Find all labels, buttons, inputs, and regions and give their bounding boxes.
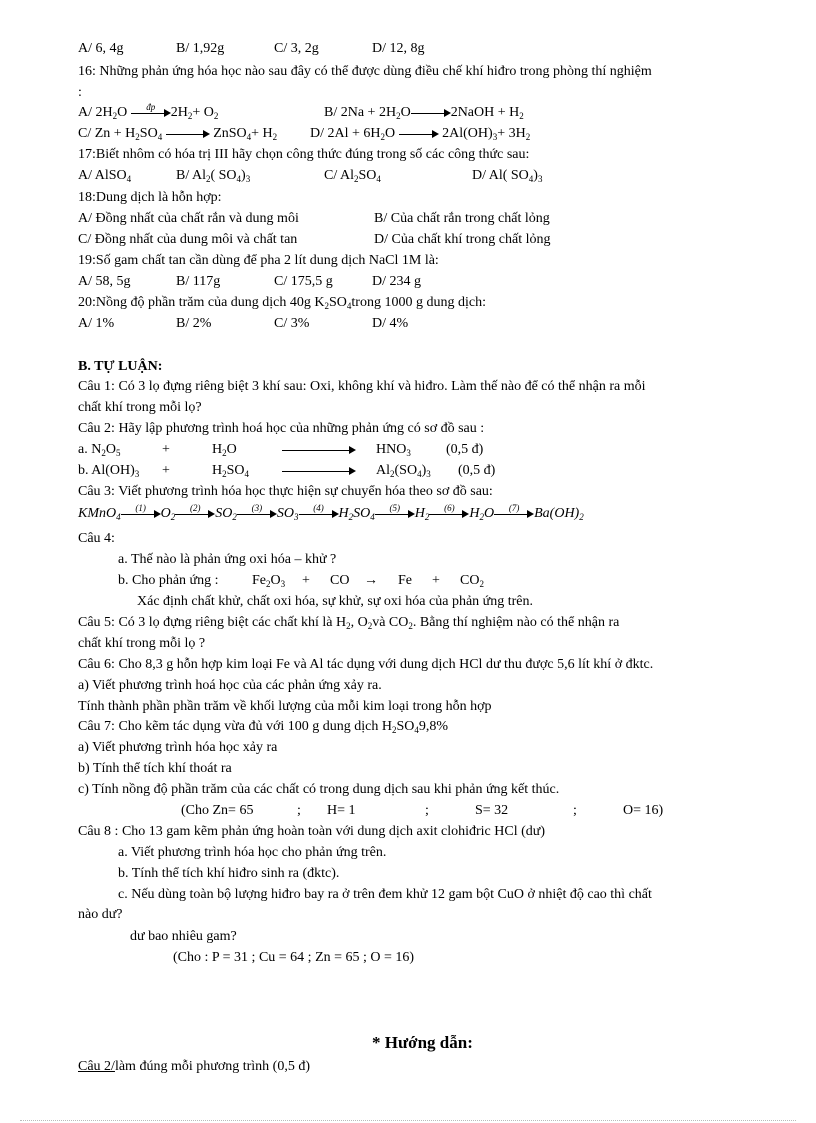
q15-d: D/ 12, 8g	[372, 41, 425, 56]
c2-a: a. $N_2O_5 + H_2O$ $HNO_3$ (0,5 đ)	[78, 442, 484, 458]
c8-b: b. Tính thể tích khí hiđro sinh ra (đktc).	[118, 866, 340, 881]
arrow-icon	[399, 129, 439, 139]
c6-l1: Câu 6: Cho 8,3 g hỗn hợp kim loại Fe và Al tác dụng với dung dịch HCl dư thu được 5,6 lít khí ở đktc.	[78, 657, 654, 672]
arrow-icon: đp	[131, 108, 171, 118]
arrow-icon: (4)	[299, 509, 339, 519]
c5-l1: Câu 5: Có 3 lọ đựng riêng biệt các chất khí là $H_2$, $O_2và$ $CO_2$. Bằng thí nghiệm nào có thể nhận ra	[78, 615, 620, 631]
q15-b: B/ 1,92g	[176, 41, 225, 56]
q15-a: A/ 6, 4g	[78, 41, 124, 56]
q20-stem: 20:Nồng độ phần trăm của dung dịch 40g $K_2SO_4trong$ 1000 g dung dịch:	[78, 295, 486, 311]
c7-b: b) Tính thể tích khí thoát ra	[78, 761, 232, 776]
section-heading: B. TỰ LUẬN:	[78, 359, 163, 374]
c8-a: a. Viết phương trình hóa học cho phản ứng trên.	[118, 845, 387, 860]
q16-cd: C/ $Zn + H_2SO_4$ ZnSO$_4$+ $H_2$ D/ $2Al + 6H_2O$ $2Al(OH)_3+ 3H_2$	[78, 126, 531, 142]
q17-options: A/ AlSO$_4$ B/ $Al_2$( $SO_4)_3$ C/ $Al_2SO_4$ D/ Al( $SO_4)_3$	[78, 168, 543, 184]
c6-b: Tính thành phần phần trăm về khối lượng của mỗi kim loại trong hỗn hợp	[78, 699, 492, 714]
c3-stem: Câu 3: Viết phương trình hóa học thực hiện sự chuyển hóa theo sơ đồ sau:	[78, 484, 493, 499]
arrow-icon: (2)	[175, 509, 215, 519]
c8-c3: dư bao nhiêu gam?	[130, 929, 237, 944]
c8-l1: Câu 8 : Cho 13 gam kẽm phản ứng hoàn toàn với dung dịch axit clohiđric HCl (dư)	[78, 824, 546, 839]
arrow-icon	[411, 108, 451, 118]
arrow-icon: (1)	[121, 509, 161, 519]
c7-given: (Cho Zn= 65 ; H= 1 ; S= 32 ; O= 16)	[181, 803, 664, 818]
c1-l1: Câu 1: Có 3 lọ đựng riêng biệt 3 khí sau: Oxi, không khí và hiđro. Làm thế nào để có thể nhận ra mỗi	[78, 379, 646, 394]
arrow-icon: (6)	[429, 509, 469, 519]
c4-stem: Câu 4:	[78, 531, 115, 546]
c4-b: b. Cho phản ứng : $Fe_2O_3$ + CO → $Fe + CO_2$	[118, 573, 484, 589]
c8-given: (Cho : P = 31 ; Cu = 64 ; Zn = 65 ; O = 16)	[173, 950, 415, 965]
q18-cd: C/ Đồng nhất của dung môi và chất tan D/ Của chất khí trong chất lỏng	[78, 232, 551, 247]
arrow-icon	[166, 129, 210, 139]
arrow-icon	[282, 466, 356, 476]
q16-colon: :	[78, 85, 82, 100]
c4-b2: Xác định chất khử, chất oxi hóa, sự khử, sự oxi hóa của phản ứng trên.	[137, 594, 534, 609]
c7-c: c) Tính nồng độ phần trăm của các chất có trong dung dịch sau khi phản ứng kết thúc.	[78, 782, 560, 797]
q19-options: A/ 58, 5g B/ 117g C/ 175,5 g D/ 234 g	[78, 274, 421, 289]
c4-a: a. Thế nào là phản ứng oxi hóa – khử ?	[118, 552, 337, 567]
arrow-icon: (3)	[237, 509, 277, 519]
arrow-icon	[282, 445, 356, 455]
guide-c2: Câu 2/làm đúng mỗi phương trình (0,5 đ)	[78, 1059, 310, 1074]
c3-scheme: KMnO$_4$ (1) $O_2$ (2) $SO_2$ (3) $SO_3$ (4) $H_2SO_4$ (5) $H_2$ (6) $H_2O$ (7) $Ba(OH)_2$	[78, 502, 584, 522]
q19-stem: 19:Số gam chất tan cần dùng để pha 2 lít dung dịch NaCl 1M là:	[78, 253, 439, 268]
c2-b: b. $Al(OH)_3 + H_2SO_4$ $Al_2(SO_4)_3$ (0,5 đ)	[78, 463, 496, 479]
arrow-icon: (7)	[494, 509, 534, 519]
q15-c: C/ 3, 2g	[274, 41, 319, 56]
q17-stem: 17:Biết nhôm có hóa trị III hãy chọn công thức đúng trong số các công thức sau:	[78, 147, 530, 162]
guide-title: * Hướng dẫn:	[372, 1033, 473, 1052]
c2-stem: Câu 2: Hãy lập phương trình hoá học của những phản ứng có sơ đồ sau :	[78, 421, 485, 436]
q15-options	[78, 40, 425, 57]
q16-stem: 16: Những phản ứng hóa học nào sau đây có thể được dùng điều chế khí hiđro trong phòng thí nghiệm	[78, 64, 652, 79]
c8-c: c. Nếu dùng toàn bộ lượng hiđro bay ra ở trên đem khử 12 gam bột CuO ở nhiệt độ cao thì chất	[118, 887, 652, 902]
c1-l2: chất khí trong mỗi lọ?	[78, 400, 202, 415]
c8-c2: nào dư?	[78, 907, 123, 922]
q18-stem: 18:Dung dịch là hỗn hợp:	[78, 190, 222, 205]
q16-ab: A/ $2H_2O$ đp $2H_2+ O_2$ B/ $2Na + 2H_2O$ 2NaOH + $H_2$	[78, 101, 524, 121]
c7-a: a) Viết phương trình hóa học xảy ra	[78, 740, 278, 755]
arrow-icon: (5)	[375, 509, 415, 519]
c6-a: a) Viết phương trình hoá học của các phản ứng xảy ra.	[78, 678, 382, 693]
q18-ab: A/ Đồng nhất của chất rắn và dung môi B/ Của chất rắn trong chất lỏng	[78, 211, 550, 226]
c7-l1: Câu 7: Cho kẽm tác dụng vừa đủ với 100 g dung dịch $H_2SO_49,8\%$	[78, 719, 449, 735]
c5-l2: chất khí trong mỗi lọ ?	[78, 636, 206, 651]
q20-options: A/ 1% B/ 2% C/ 3% D/ 4%	[78, 316, 409, 331]
page-divider	[20, 1120, 796, 1121]
